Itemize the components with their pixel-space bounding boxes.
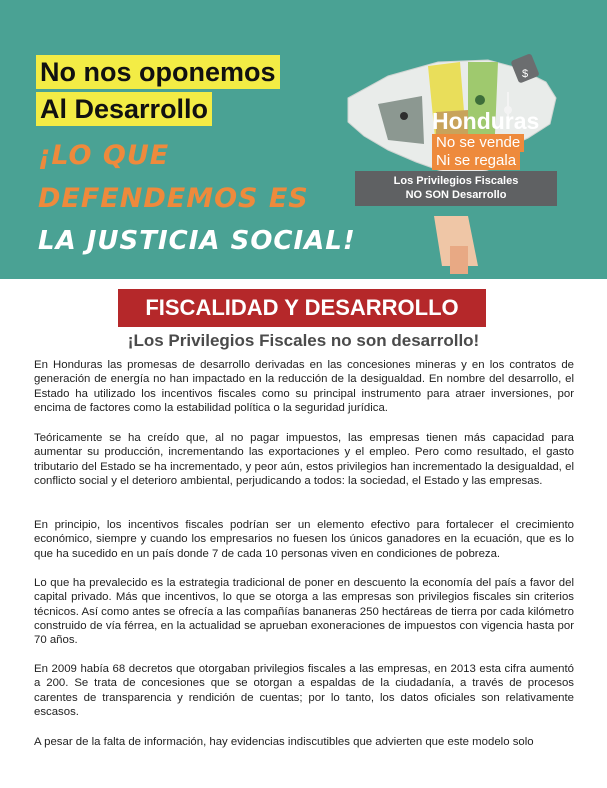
headline-line-1: No nos oponemos — [36, 55, 280, 89]
headline-line-2: Al Desarrollo — [36, 92, 212, 126]
slogan-line-2: DEFENDEMOS ES — [38, 183, 309, 214]
price-tag: $ — [522, 68, 529, 80]
country-name: Honduras — [432, 108, 540, 134]
paragraph-4: Lo que ha prevalecido es la estrategia tradicional de poner en descuento la economía del país a favor del capital privado. Más que incentivos, lo que se otorga a las empresas son privilegios fiscales sin criterios técnicos. Así como antes se ofrecía a las compañías bananeras 250 hectáreas de tierra por cada kilómetro construido de vía férrea, en la actualidad se aprueban exoneraciones de impuestos con vigencia hasta por 70 años. — [34, 577, 574, 647]
tag-ni-se-regala: Ni se regala — [432, 152, 520, 170]
ribbon-banner — [355, 171, 557, 206]
ribbon-line-2: NO SON Desarrollo — [405, 189, 507, 201]
paragraph-2: Teóricamente se ha creído que, al no pagar impuestos, las empresas tienen más capacidad para aumentar su producción, incrementando las exportaciones y el empleo. Pero como resultado, el gasto tributario del Estado se ha incrementado, y peor aún, estos privilegios han incrementado la desigualdad, el conflicto social y el deterioro ambiental, perjudicando a todos: la sociedad, el Estado y las empresas. — [34, 432, 574, 487]
section-title: FISCALIDAD Y DESARROLLO — [118, 289, 486, 327]
section-subtitle: ¡Los Privilegios Fiscales no son desarrollo! — [127, 331, 480, 350]
slogan-line-1: ¡LO QUE — [38, 140, 170, 171]
ribbon-line-1: Los Privilegios Fiscales — [393, 175, 519, 187]
paragraph-6: A pesar de la falta de información, hay evidencias indiscutibles que advierten que este modelo solo — [34, 736, 534, 748]
paragraph-1: En Honduras las promesas de desarrollo derivadas en las concesiones mineras y en los contratos de generación de energía no han impactado en la reducción de la desigualdad. En nombre del desarrollo, el Estado ha utilizado los incentivos fiscales como su principal instrumento para atraer inversiones, por encima de factores como la estabilidad política o la seguridad jurídica. — [34, 359, 574, 414]
tag-no-se-vende: No se vende — [432, 134, 524, 152]
paragraph-3: En principio, los incentivos fiscales podrían ser un elemento efectivo para fortalecer el crecimiento económico, siempre y cuando los empresarios no fuesen los únicos ganadores en la ecuación, que es lo que ha sucedido en un país donde 7 de cada 10 personas viven en condiciones de pobreza. — [34, 519, 574, 560]
paragraph-5: En 2009 había 68 decretos que otorgaban privilegios fiscales a las empresas, en 2013 esta cifra aumentó a 200. Se trata de concesiones que se otorgan a espaldas de la ciudadanía, a través de procesos carentes de transparencia y rendición de cuentas; por lo tanto, los datos oficiales son relativamente escasos. — [34, 663, 574, 718]
slogan-line-3: LA JUSTICIA SOCIAL! — [38, 226, 356, 256]
